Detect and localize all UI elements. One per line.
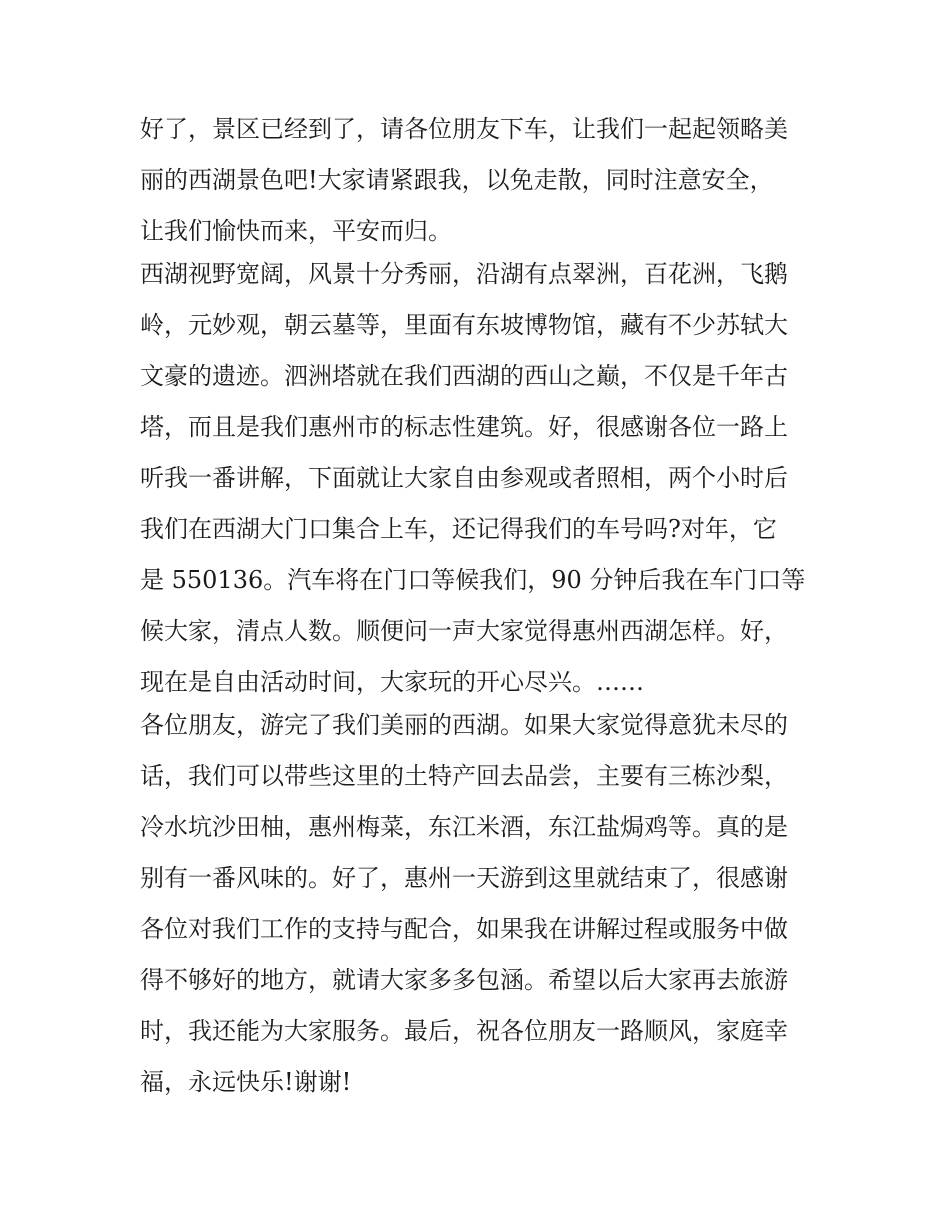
paragraph-west-lake (140, 253, 830, 704)
paragraph-arrival (140, 108, 830, 253)
text-line: 得不够好的地方，就请大家多多包涵。希望以后大家再去旅游 (140, 966, 788, 994)
text-line: 时，我还能为大家服务。最后，祝各位朋友一路顺风，家庭幸 (140, 1017, 788, 1045)
text-line: 冷水坑沙田柚，惠州梅菜，东江米酒，东江盐焗鸡等。真的是 (140, 813, 788, 841)
text-line: 各位对我们工作的支持与配合，如果我在讲解过程或服务中做 (140, 915, 788, 943)
text-line: 岭，元妙观，朝云墓等，里面有东坡博物馆，藏有不少苏轼大 (140, 311, 788, 339)
text-line: 我们在西湖大门口集合上车，还记得我们的车号吗?对年，它 (140, 515, 777, 543)
text-line: 丽的西湖景色吧!大家请紧跟我，以免走散，同时注意安全， (140, 166, 774, 194)
text-line: 候大家，清点人数。顺便问一声大家觉得惠州西湖怎样。好， (140, 617, 788, 645)
text-line: 听我一番讲解，下面就让大家自由参观或者照相，两个小时后 (140, 464, 788, 492)
text-line: 福，永远快乐!谢谢! (140, 1068, 352, 1096)
text-line: 塔，而且是我们惠州市的标志性建筑。好，很感谢各位一路上 (140, 413, 788, 441)
text-line: 文豪的遗迹。泗洲塔就在我们西湖的西山之巅，不仅是千年古 (140, 362, 788, 390)
text-line: 各位朋友，游完了我们美丽的西湖。如果大家觉得意犹未尽的 (140, 711, 788, 739)
text-line: 话，我们可以带些这里的土特产回去品尝，主要有三栋沙梨， (140, 762, 788, 790)
text-line: 现在是自由活动时间，大家玩的开心尽兴。…… (140, 668, 644, 696)
paragraph-farewell (140, 704, 830, 1112)
document-body (140, 108, 830, 1112)
text-line: 好了，景区已经到了，请各位朋友下车，让我们一起起领略美 (140, 115, 788, 143)
text-line: 是 550136。汽车将在门口等候我们，90 分钟后我在车门口等 (140, 566, 806, 594)
text-line: 让我们愉快而来，平安而归。 (140, 217, 452, 245)
text-line: 西湖视野宽阔，风景十分秀丽，沿湖有点翠洲，百花洲，飞鹅 (140, 260, 788, 288)
text-line: 别有一番风味的。好了，惠州一天游到这里就结束了，很感谢 (140, 864, 788, 892)
